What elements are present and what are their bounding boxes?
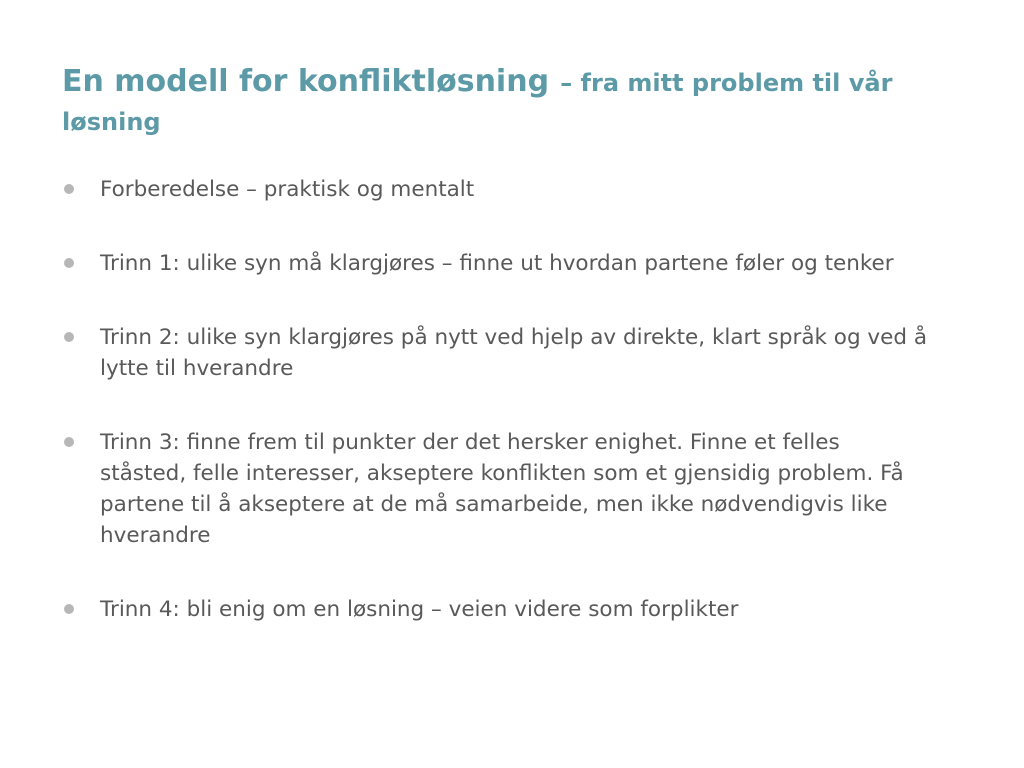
title-subtitle: – fra mitt problem til vår løsning: [62, 69, 893, 136]
bullet-text: Trinn 2: ulike syn klargjøres på nytt ved hjelp av direkte, klart språk og ved å lytte til hverandre: [100, 325, 928, 381]
bullet-text: Trinn 4: bli enig om en løsning – veien videre som forplikter: [100, 597, 739, 622]
bullet-text: Trinn 3: finne frem til punkter der det hersker enighet. Finne et felles ståsted, felle interesser, akseptere konflikten som et gjensidig problem. Få partene til å akseptere at de må samarbeide, men ikke nødvendigvis like hverandre: [100, 430, 904, 548]
bullet-dot-icon: [64, 437, 74, 447]
bullet-dot-icon: [64, 604, 74, 614]
bullet-item: [62, 594, 932, 625]
bullet-text: Forberedelse – praktisk og mentalt: [100, 177, 475, 202]
bullet-text: Trinn 1: ulike syn må klargjøres – finne ut hvordan partene føler og tenker: [100, 251, 894, 276]
bullet-list: [62, 174, 932, 625]
bullet-dot-icon: [64, 332, 74, 342]
slide-title: [62, 62, 967, 140]
bullet-item: [62, 427, 932, 551]
bullet-item: [62, 248, 932, 279]
bullet-item: [62, 322, 932, 384]
bullet-item: [62, 174, 932, 205]
title-main: En modell for konfliktløsning: [62, 64, 550, 99]
bullet-dot-icon: [64, 184, 74, 194]
bullet-dot-icon: [64, 258, 74, 268]
